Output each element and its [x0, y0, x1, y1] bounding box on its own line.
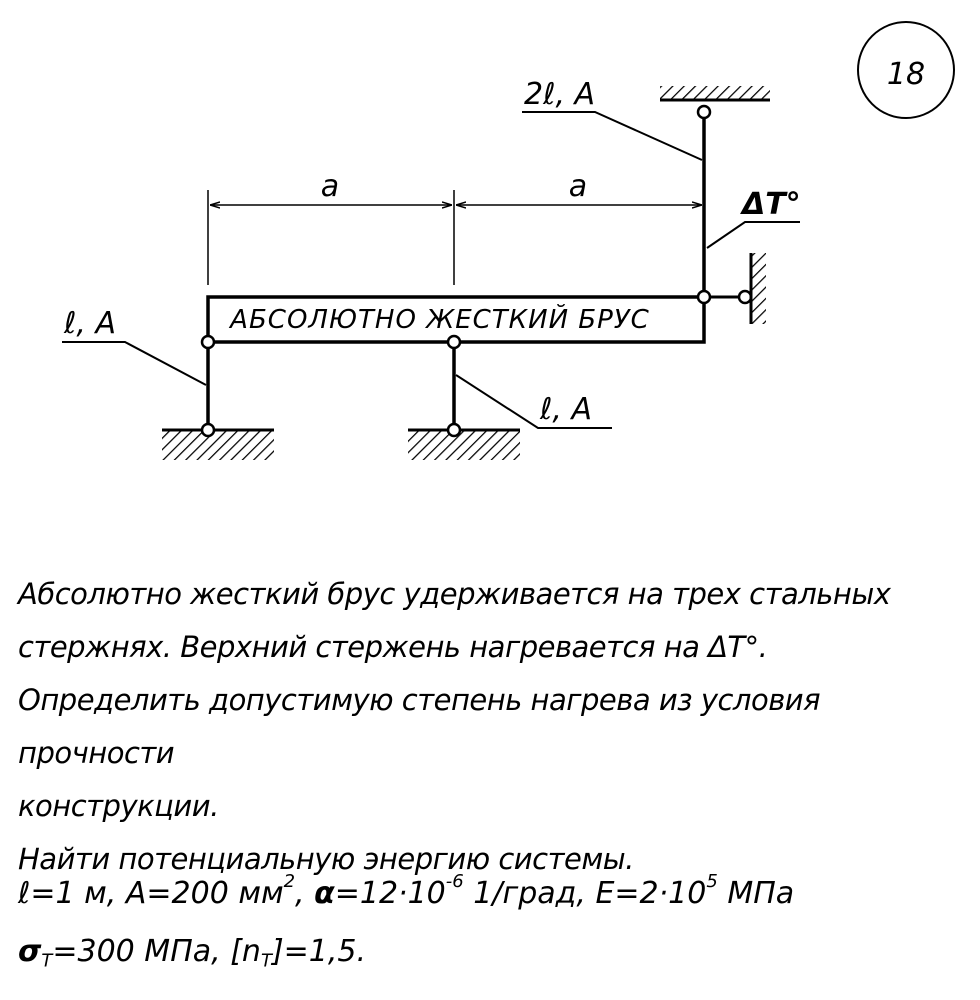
delta-t-label-group — [707, 187, 801, 248]
middle-rod-upper-hinge — [448, 336, 460, 348]
sigma-symbol: σ — [18, 934, 42, 969]
top-rod-upper-hinge — [698, 106, 710, 118]
alpha-exponent: -6 — [445, 870, 464, 892]
problem-number-badge — [858, 22, 954, 118]
left-rod-label: ℓ, A — [64, 306, 116, 341]
e-exponent: 5 — [706, 870, 718, 892]
left-rod-upper-hinge — [202, 336, 214, 348]
alpha-unit-e-value: 1/град, E=2·10 — [463, 876, 707, 911]
params-line-2 — [18, 923, 968, 981]
middle-rod — [408, 336, 520, 460]
left-rod — [162, 336, 274, 460]
middle-rod-lower-hinge — [448, 424, 460, 436]
problem-line-3: Определить допустимую степень нагрева из условия прочности — [18, 683, 821, 770]
problem-statement — [18, 568, 968, 886]
n-subscript: T — [260, 950, 272, 972]
alpha-symbol: α — [314, 876, 335, 911]
beam-right-hinge — [698, 291, 710, 303]
n-value: ]=1,5. — [271, 934, 367, 969]
left-ground-hatch — [162, 430, 274, 460]
e-unit: МПа — [717, 876, 795, 911]
dimension-left-label: a — [320, 169, 340, 204]
middle-rod-label: ℓ, A — [540, 392, 592, 427]
params-line-1: ℓ=1 м, A=200 $мм^2$, $\alpha=12\cdot 10^{-6}$ 1/град, $E=2\cdot 10^5$ МПа — [18, 870, 795, 911]
problem-line-5: Найти потенциальную энергию системы. — [18, 842, 634, 876]
sigma-value: =300 МПа, [n — [52, 934, 261, 969]
length-area-value: ℓ=1 м, A=200 мм — [18, 876, 284, 911]
problem-number: 18 — [886, 57, 926, 92]
middle-rod-label-group — [456, 375, 612, 428]
top-fixed-support — [660, 86, 770, 100]
dimension-right-label: a — [568, 169, 588, 204]
beam-label: АБСОЛЮТНО ЖЕСТКИЙ БРУС — [230, 305, 650, 335]
alpha-value: =12·10 — [334, 876, 446, 911]
top-rod — [698, 106, 710, 297]
top-rod-label: 2ℓ, A — [524, 77, 596, 112]
middle-ground-hatch — [408, 430, 520, 460]
area-exponent: 2 — [283, 870, 296, 892]
right-support-hinge — [739, 291, 751, 303]
right-pin-support — [698, 253, 766, 324]
left-rod-lower-hinge — [202, 424, 214, 436]
delta-t-label: ΔT° — [742, 187, 801, 222]
dimension-lines — [208, 169, 702, 285]
problem-line-1: Абсолютно жесткий брус удерживается на трех стальных — [18, 577, 891, 611]
problem-line-2: стержнях. Верхний стержень нагревается на ΔT°. — [18, 630, 768, 664]
left-rod-label-group — [62, 306, 206, 385]
sigma-subscript: T — [41, 950, 53, 972]
problem-line-4: конструкции. — [18, 789, 219, 823]
given-parameters — [18, 865, 968, 981]
